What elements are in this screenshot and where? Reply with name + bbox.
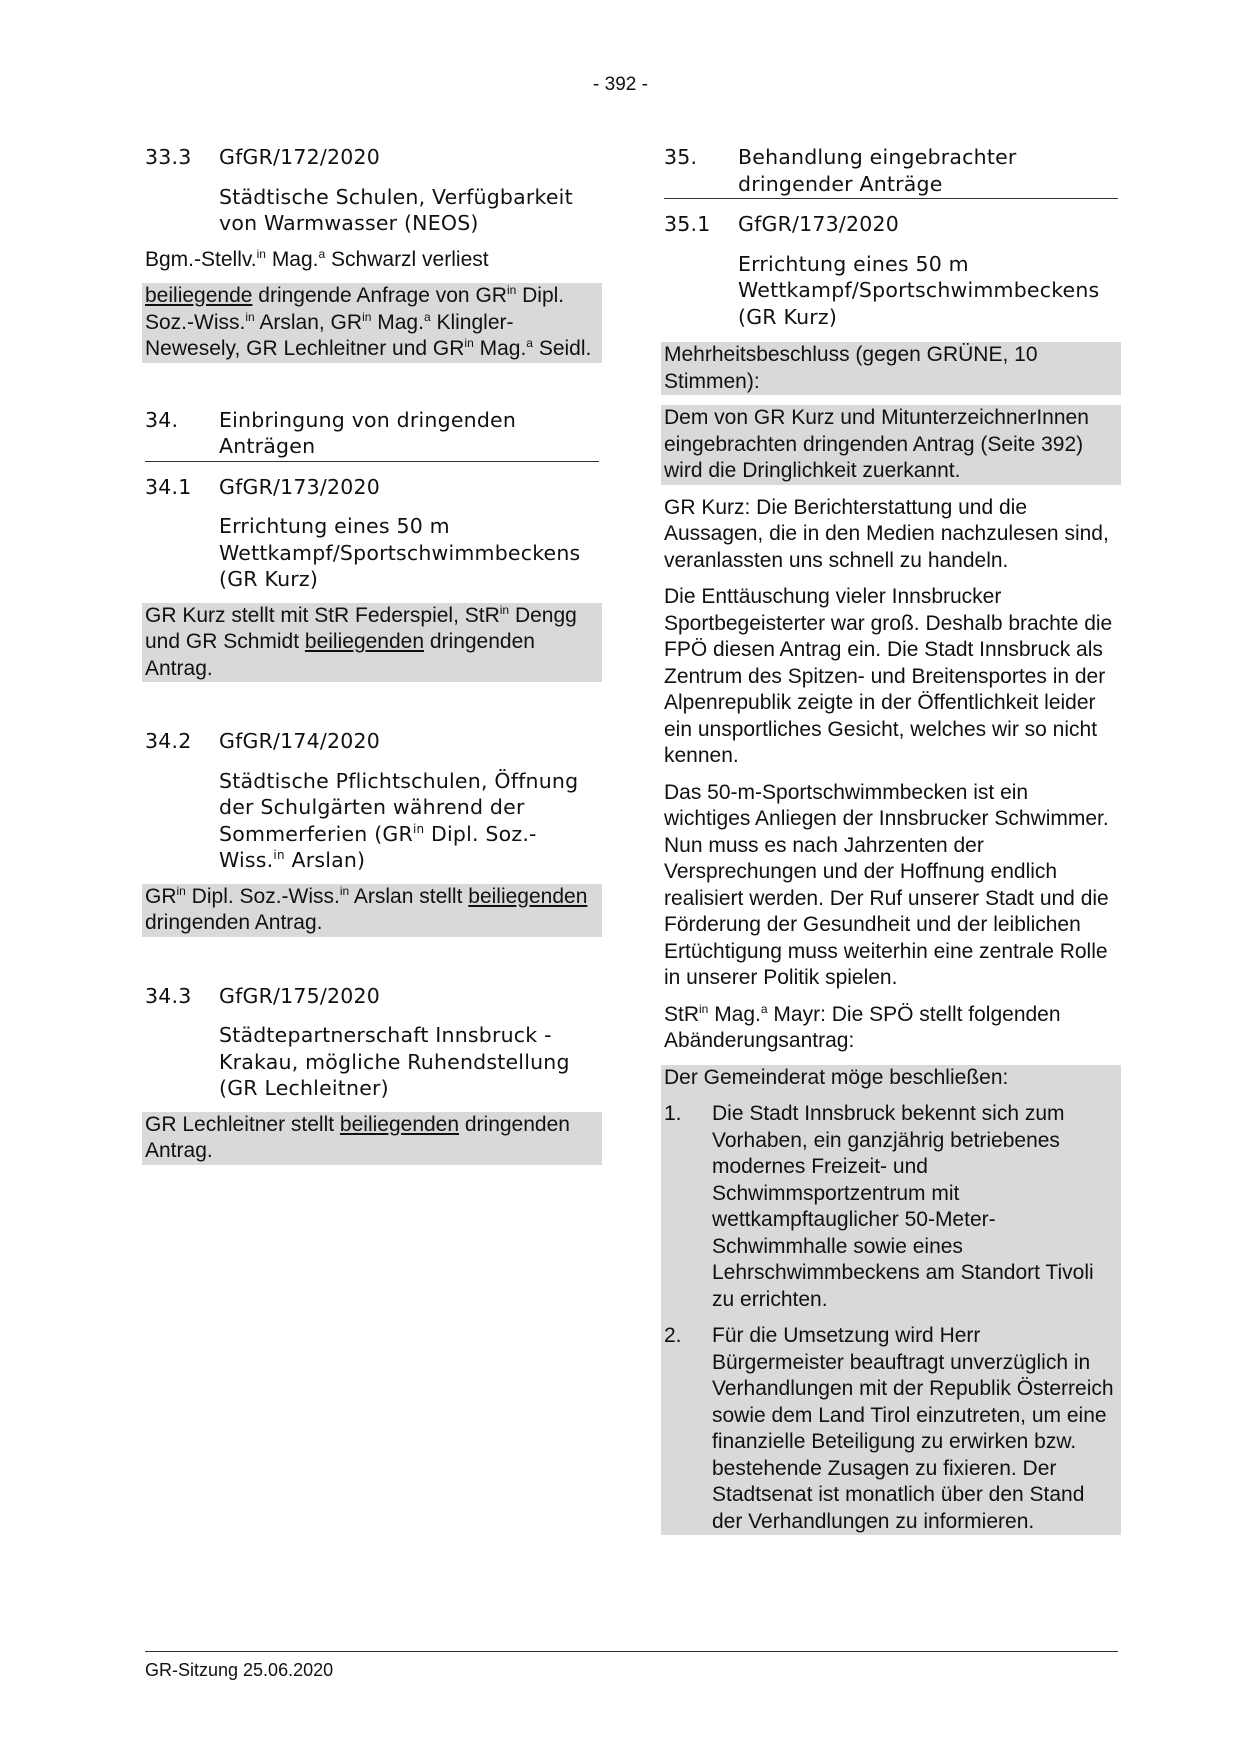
item-title: Errichtung eines 50 m Wettkampf/Sportschwimmbeckens (GR Kurz) bbox=[738, 251, 1100, 329]
item-number: 34.2 bbox=[145, 729, 192, 753]
list-text: Für die Umsetzung wird Herr Bürgermeister beauftragt unverzüglich in Verhandlungen mit der Republik Österreich sowie dem Land Tirol einzutreten, um eine finanzielle Beteiligung zu erwirken bzw. bestehende Zusagen zu fixieren. Der Stadtsenat ist monatlich über den Stand der Verhandlungen zu informieren. bbox=[712, 1324, 1114, 1533]
list-number: 2. bbox=[664, 1324, 682, 1347]
motion-block: $GR^{in}$ Dipl. Soz.-Wiss.$^{in}$ Arslan stellt beiliegenden dringenden Antrag. bbox=[142, 884, 602, 937]
list-item bbox=[664, 1323, 1118, 1535]
speech-paragraph: Das 50-m-Sportschwimmbecken ist ein wichtiges Anliegen der Innsbrucker Schwimmer. Nun muss es nach Jahrzenten der Versprechungen und der Hoffnung endlich realisiert werden. Der Ruf unserer Stadt und die Förderung der Gesundheit und der leiblichen Ertüchtigung muss weiterhin eine zentrale Rolle in unserer Politik spielen. bbox=[664, 780, 1109, 989]
decision-block: Mehrheitsbeschluss (gegen GRÜNE, 10 Stimmen): bbox=[661, 342, 1121, 395]
section-title: Einbringung von dringenden Anträgen bbox=[219, 407, 517, 458]
urgency-block: Dem von GR Kurz und MitunterzeichnerInnen eingebrachten dringenden Antrag (Seite 392) wird die Dringlichkeit zuerkannt. bbox=[661, 405, 1121, 485]
item-title: Städtepartnerschaft Innsbruck - Krakau, mögliche Ruhendstellung (GR Lechleitner) bbox=[219, 1023, 570, 1100]
item-number: 35.1 bbox=[664, 212, 711, 236]
attachment-link[interactable]: beiliegende bbox=[145, 284, 253, 307]
speech-paragraph: StR$^{in}$ Mag.$^a$ Mayr: Die SPÖ stellt folgenden Abänderungsantrag: bbox=[664, 1001, 1061, 1052]
item-heading bbox=[145, 144, 599, 171]
item-title: Städtische Schulen, Verfügbarkeit von Warmwasser (NEOS) bbox=[219, 184, 573, 235]
item-heading bbox=[145, 983, 599, 1010]
item-number: 34.1 bbox=[145, 474, 192, 499]
list-number: 1. bbox=[664, 1102, 682, 1125]
list-item bbox=[664, 1101, 1118, 1313]
inquiry-block: beiliegende dringende Anfrage von $GR^{in}$ Dipl. Soz.-Wiss.$^{in}$ Arslan, $GR^{in}$ Mag.$^a$ Klingler-Newesely, GR Lechleitner und $GR^{in}$ Mag.$^a$ Seidl. bbox=[142, 283, 602, 363]
attachment-link[interactable]: beiliegenden bbox=[304, 630, 425, 653]
item-heading bbox=[145, 474, 599, 501]
item-id: GfGR/173/2020 bbox=[219, 474, 380, 499]
item-id: GfGR/175/2020 bbox=[219, 983, 380, 1008]
item-number: 33.3 bbox=[145, 145, 192, 169]
motion-block: GR Kurz stellt mit StR Federspiel, StR$^{in}$ Dengg und GR Schmidt beiliegenden dringenden Antrag. bbox=[142, 603, 602, 683]
section-heading bbox=[145, 407, 599, 462]
item-heading bbox=[664, 211, 1118, 238]
attachment-link[interactable]: beiliegenden bbox=[339, 1112, 460, 1136]
footer: GR-Sitzung 25.06.2020 bbox=[145, 1651, 1118, 1681]
speech-paragraph: GR Kurz: Die Berichterstattung und die Aussagen, die in den Medien nachzulesen sind, veranlassten uns schnell zu handeln. bbox=[664, 495, 1109, 572]
amendment-intro: Der Gemeinderat möge beschließen: bbox=[664, 1065, 1009, 1089]
section-number: 35. bbox=[664, 145, 698, 169]
list-text: Die Stadt Innsbruck bekennt sich zum Vorhaben, ein ganzjährig betriebenes modernes Freizeit- und Schwimmsportzentrum mit wettkampftauglicher 50-Meter-Schwimmhalle sowie eines Lehrschwimmbeckens am Standort Tivoli zu errichten. bbox=[712, 1102, 1094, 1311]
item-id: GfGR/172/2020 bbox=[219, 145, 380, 169]
amendment-block bbox=[661, 1065, 1121, 1536]
attachment-link[interactable]: beiliegenden bbox=[468, 884, 588, 908]
item-id: GfGR/174/2020 bbox=[219, 729, 380, 753]
reader-line: Bgm.-Stellv.$^{in}$ Mag.$^a$ Schwarzl verliest bbox=[145, 246, 489, 271]
item-id: GfGR/173/2020 bbox=[738, 212, 899, 236]
section-number: 34. bbox=[145, 407, 179, 432]
item-number: 34.3 bbox=[145, 983, 192, 1008]
item-heading bbox=[145, 728, 599, 755]
page-number: - 392 - bbox=[593, 74, 648, 95]
section-heading bbox=[664, 144, 1118, 199]
left-column bbox=[145, 144, 599, 1165]
item-title: Errichtung eines 50 m Wettkampf/Sportschwimmbeckens (GR Kurz) bbox=[219, 514, 581, 591]
section-title: Behandlung eingebrachter dringender Anträge bbox=[738, 145, 1017, 196]
right-column bbox=[664, 144, 1118, 1535]
item-title: Städtische Pflichtschulen, Öffnung der Schulgärten während der Sommerferien ($GR^{in}$ Dipl. Soz.-Wiss.$^{in}$ Arslan) bbox=[219, 768, 579, 872]
speech-paragraph: Die Enttäuschung vieler Innsbrucker Sportbegeisterter war groß. Deshalb brachte die FPÖ diesen Antrag ein. Die Stadt Innsbruck als Zentrum des Spitzen- und Breitensportes in der Alpenrepublik zeigte in der Öffentlichkeit leider ein unsportliches Gesicht, welches wir so nicht kennen. bbox=[664, 585, 1113, 767]
motion-block: GR Lechleitner stellt beiliegenden dringenden Antrag. bbox=[142, 1112, 602, 1165]
